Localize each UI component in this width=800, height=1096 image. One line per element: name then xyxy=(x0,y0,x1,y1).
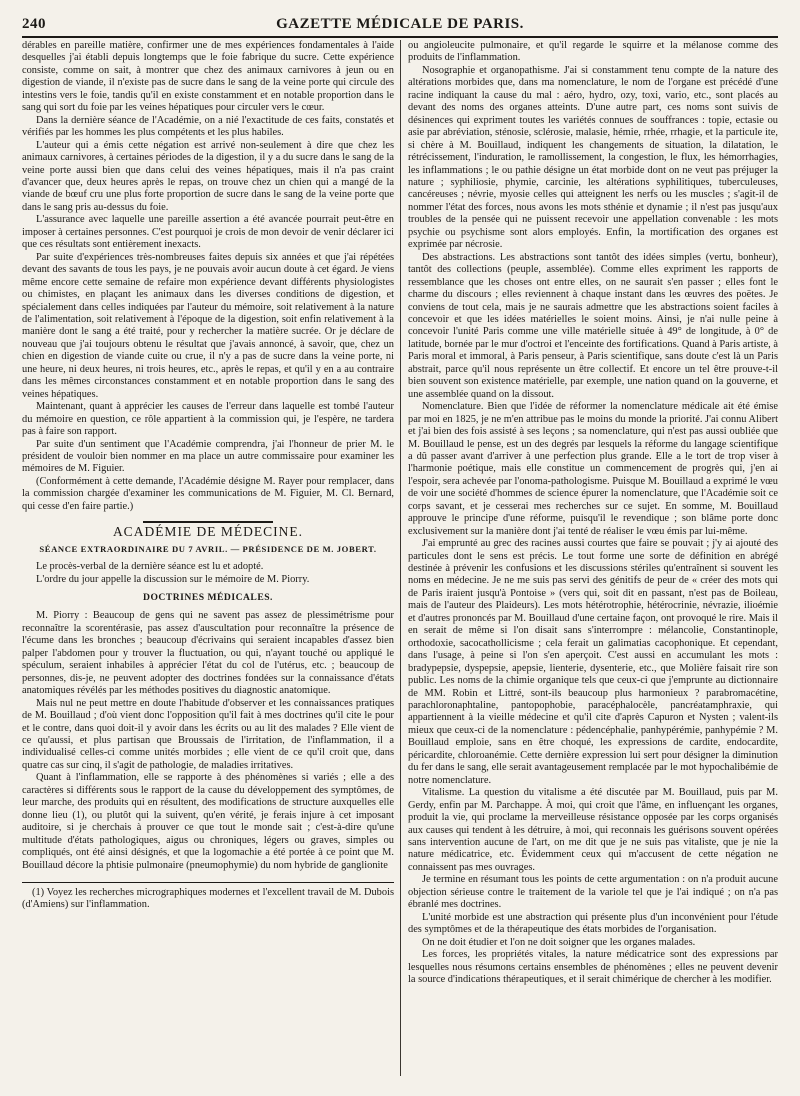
paragraph: (Conformément à cette demande, l'Académie désigne M. Rayer pour remplacer, dans la commission chargée d'examiner les communications de M. Figuier, M. Cl. Bernard, qui cesse d'en faire partie.) xyxy=(22,475,394,512)
paragraph: Le procès-verbal de la dernière séance est lu et adopté. xyxy=(36,561,264,573)
subsection-title: DOCTRINES MÉDICALES. xyxy=(143,592,273,604)
paragraph: L'ordre du jour appelle la discussion sur le mémoire de M. Piorry. xyxy=(36,573,310,585)
paragraph: Des abstractions. Les abstractions sont tantôt des idées simples (vertu, bonheur), tantôt des collections (peuple, assemblée). Comme elles expriment les rapports de ressemblance que les choses ont entre elles, on ne saurait s'en passer ; elles font le charme du discours ; elles reviennent à chaque instant dans les œuvres des poëtes. Je conviens de tout cela, mais je ne saurais admettre que les abstractions soient faciles à concevoir et que les idées matérielles le soient moins. Ainsi, je n'ai nulle peine à concevoir l'unité Paris comme une ville matérielle située à 49° de longitude, à 0° de latitude, bornée par le mur d'octroi et l'enceinte des fortifications. Quand à Paris artiste, à Paris moral et immoral, à Paris penseur, à Paris scientifique, sans doute c'est là un Paris abstrait, parce qu'il nous représente un être collectif. Et encore un tel être prouve-t-il bien souvent son existence matérielle, par exemple, une nation quand on la gouverne, et une assemblée quand on la dissout. xyxy=(408,251,778,400)
paragraph: Vitalisme. La question du vitalisme a été discutée par M. Bouillaud, puis par M. Gerdy, enfin par M. Parchappe. À moi, qui croit que l'âme, en influençant les organes, produit la vie, qui proclame la merveilleuse résistance opposée par les corps organisés aux causes qui tendent à les détruire, à moi, qui reconnais les guérisons souvent opérées sans intervention aucune de l'art, on me dit que je ne suis pas vitaliste, que je nie la nature médicatrice, etc. Évidemment ceux qui m'accusent de cette négation ne connaissent pas mes ouvrages. xyxy=(408,787,778,873)
paragraph: Nosographie et organopathisme. J'ai si constamment tenu compte de la nature des altérations morbides que, dans ma nomenclature, le nom de l'organe est précédé d'une racine indiquant la cause du mal : aéro, hydro, ozy, toxi, vario, etc., sont placés au devant des noms des organes atteints. D'une autre part, ces noms sont suivis de désinences qui expriment toutes les variétés connues de souffrances : topie, ectasie ou asie par abréviation, sténosie, sclérosie, malasie, hémie, rrhée, rrhagie, et la particule ite, si chère à M. Bouillaud, indiquent les changements de situation, la dilatation, le rétrécissement, l'induration, le ramollissement, la congestion, le flux, les hémorrhagies, les inflammations ; le ou pathie désigne un état morbide dont on ne veut pas préjuger la nature ; syphiliosie, phymie, carcinie, les altérations syphilitiques, tuberculeuses, cancéreuses ; névrie, myosie celles qui atteignent les nerfs ou les muscles ; s'agit-il de nommer l'état des forces, nous avons les mots sthénie et dynamie ; il n'est pas jusqu'aux troubles de la pensée qui ne puissent recevoir une appellation convenable : les mots psychie ou psychisme sont alors employés. Enfin, la mortification des organes est exprimée par nécrosie. xyxy=(408,64,778,251)
paragraph: Nomenclature. Bien que l'idée de réformer la nomenclature médicale ait été émise par moi en 1825, je ne m'en attribue pas le moins du monde la priorité. J'ai connu Alibert et j'ai bien des fois assisté à ses leçons ; sa nomenclature, qui n'est pas aussi oubliée que M. Bouillaud le pense, est un des degrés par lesquels la réforme du langage scientifique a dû passer avant d'arriver à une perfection plus grande. Elle a le tort de trop viser à l'harmonie poétique, mais elle constitue un commencement de progrès qui, j'en ai l'espoir, sera achevée par l'onoma-pathologisme. Puisque M. Bouillaud a exprimé le vœu de voir une société d'hommes de science épurer la nomenclature, que l'Académie soit ce corps savant, et je cesserai mes recherches sur ce sujet. En somme, M. Bouillaud approuve le principe d'une réforme, puisqu'il le revendique ; son blâme porte donc exclusivement sur la manière dont j'ai tenté de réaliser le vœu émis par lui-même. xyxy=(408,401,778,537)
paragraph: L'assurance avec laquelle une pareille assertion a été avancée pourrait peut-être en imposer à certaines personnes. C'est pourquoi je crois de mon devoir de venir déclarer ici que ces résultats sont entièrement inexacts. xyxy=(22,214,394,251)
page-number: 240 xyxy=(22,16,46,32)
session-line: SÉANCE EXTRAORDINAIRE DU 7 AVRIL. — PRÉSIDENCE DE M. JOBERT. xyxy=(39,543,377,554)
paragraph: ou angioleucite pulmonaire, et qu'il regarde le squirre et la mélanose comme des produits de l'inflammation. xyxy=(408,40,778,64)
section-rule xyxy=(143,521,273,523)
paragraph: Les forces, les propriétés vitales, la nature médicatrice sont des expressions par lesquelles nous résumons certains ensembles de phénomènes ; elles ne peuvent devenir la source d'indications thérapeutiques, et il serait chimérique de chercher à les modifier. xyxy=(408,949,778,985)
left-column xyxy=(22,40,394,1080)
footnote-text: (1) Voyez les recherches micrographiques modernes et l'excellent travail de M. Dubois (d'Amiens) sur l'inflammation. xyxy=(22,887,394,911)
column-divider xyxy=(400,40,401,1076)
page-header xyxy=(22,10,778,38)
paragraph: dérables en pareille matière, confirmer une de mes expériences fondamentales à l'aide desquelles j'ai établi depuis longtemps que le foie fabrique du sucre. Cette expérience consiste, comme on sait, à montrer que chez des animaux carnivores à jeun ou en digestion de viande, il n'existe pas de sucre dans le sang de la veine porte qui circule des intestins vers le foie, tandis qu'il en existe constamment et en notable proportion dans le sang qui sort du foie par les veines hépatiques pour circuler vers le cœur. xyxy=(22,40,394,114)
paragraph: Quant à l'inflammation, elle se rapporte à des phénomènes si variés ; elle a des caractères si différents sous le rapport de la cause du développement des symptômes, de leur marche, des produits qui en résultent, des modifications de structure auxquelles elle donne lieu (1), ou plutôt qui la suivent, qu'en vérité, je ferais injure à cet imposant auditoire, si je cherchais à prouver ce que tout le monde sait ; c'est-à-dire qu'une multitude d'états pathologiques, aigus ou chroniques, légers ou graves, simples ou compliqués, ont été ainsi désignés, et que la logomachie a été portée à ce point que M. Bouillaud décore la phtisie pulmonaire (pneumophymie) du nom hybride de ganglionite xyxy=(22,772,394,871)
paragraph: Mais nul ne peut mettre en doute l'habitude d'observer et les connaissances pratiques de M. Bouillaud ; d'où vient donc l'opposition qu'il fait à mes doctrines qu'il cite le pour et le contre, dans quoi doit-il y avoir dans les écrits ou au lit des malades ? Elle vient de ce qu'aussi, et plus partisan que Broussais de l'irritation, de l'inflammation, il a individualisé celles-ci comme unités morbides ; elle vient de ce qu'il croit que, dans quatre cas sur cinq, il s'agit de pathologie, de maladies irritatives. xyxy=(22,697,394,771)
paragraph: M. Piorry : Beaucoup de gens qui ne savent pas assez de plessimétrisme pour reconnaître la scorentérasie, pas assez d'auscultation pour reconnaître la présence de l'écume dans les bronches ; beaucoup d'écrivains qui seraient incapables d'assez bien palper l'abdomen pour y trouver la fluctuation, ou qui, n'ayant touché ou appliqué le spéculum, seraient inhabiles à apprécier l'état du col de l'utérus, etc. ; beaucoup de personnes, dis-je, ne peuvent adopter des doctrines fondées sur la connaissance d'états anatomiques révélés par les méthodes positives du diagnostic anatomique. xyxy=(22,610,394,697)
paragraph: Maintenant, quant à apprécier les causes de l'erreur dans laquelle est tombé l'auteur du mémoire en question, ce rôle appartient à la commission qui, je l'espère, ne tardera pas à faire son rapport. xyxy=(22,401,394,438)
journal-title: GAZETTE MÉDICALE DE PARIS. xyxy=(276,16,524,32)
paragraph: J'ai emprunté au grec des racines aussi courtes que faire se pouvait ; j'y ai ajouté des particules dont le sens est précis. Le tout forme une sorte de définition en abrégé destinée à prévenir les confusions et les discussions stériles qu'entraînent si souvent les noms en médecine. Je ne me suis pas servi des génitifs de peur de « créer des mots qui de Paris iraient jusqu'à Pontoise » (vers qui, soit dit en passant, n'est pas de Boileau, mais de l'auteur des Plaideurs). Les mots hétérotrophie, hétérocrinie, névrazie, ilioémie et d'autres prononcés par M. Bouillaud d'une certaine façon, ont provoqué le rire. Mais il en serait de même si l'on disait sans s'interrompre : mélancolie, Constantinople, orthodoxie, sacocathollicisme ; cela ferait un galimatias cacophonique. Et cependant, dans l'usage, à peine si l'on s'en aperçoit. C'est aussi en accumulant les mots : bradypepsie, dyspepsie, apepsie, lienterie, dysenterie, etc., que Molière faisait rire son public. Les noms de la chimie organique tels que ceux-ci que j'emprunte au dictionnaire de MM. Robin et Littré, sont-ils beaucoup plus harmonieux ? parabromacétine, parachloronaphtaline, pantopophobie, paracéphalocèle, pancréatamphraxie, qui appartiennent à la vieille médecine et qu'il cite d'après Capuron et Nysten ; valent-ils mieux que ceux-ci de la nomenclature : pédencéphalie, panhypérémie, panhypémie ? M. Bouillaud emploie, sans en être choqué, les expressions de cardite, endocardite, péricardite, chloroanémie. Cette dernière expression lui sert pour désigner la diminution du fer dans le sang, elle serait avantageusement remplacée par le mot hypochalibémie de notre nomenclature. xyxy=(408,538,778,786)
paragraph: On ne doit étudier et l'on ne doit soigner que les organes malades. xyxy=(422,936,696,948)
paragraph: Je termine en résumant tous les points de cette argumentation : on n'a produit aucune objection sérieuse contre le traitement de la variole tel que je l'ai indiqué ; on n'a pas ébranlé mes doctrines. xyxy=(408,874,778,911)
right-column xyxy=(408,40,778,1080)
paragraph: L'unité morbide est une abstraction qui présente plus d'un inconvénient pour l'étude des symptômes et de la thérapeutique des états morbides de l'organisation. xyxy=(408,911,778,936)
paragraph: Par suite d'expériences très-nombreuses faites depuis six années et que j'ai répétées devant des savants de tous les pays, je ne pouvais avoir aucun doute à cet égard. Je viens même encore cette semaine de refaire mon expérience devant différents physiologistes ou chimistes, en plaçant les animaux dans les diverses conditions de digestion, et spécialement dans celles indiquées par l'auteur du mémoire, soit relativement à la nature de l'alimentation, soit relativement à l'époque de la digestion, soit enfin relativement à la manière dont le sang a été traité, pour y rechercher la matière sucrée. Or je déclare de nouveau que j'ai toujours obtenu le résultat que j'avais annoncé, à savoir, que, chez un chien en digestion de viande cuite ou crue, il n'y a pas de sucre dans la veine porte, ni une heure, ni deux heures, ni trois heures, etc., après le repas, et qu'il y en a au contraire dans les mêmes circonstances constamment et en notable proportion dans le sang des veines hépatiques. xyxy=(22,251,394,400)
section-title: ACADÉMIE DE MÉDECINE. xyxy=(112,524,304,540)
paragraph: Dans la dernière séance de l'Académie, on a nié l'exactitude de ces faits, constatés et vérifiés par les hommes les plus compétents et les plus habiles. xyxy=(22,114,394,139)
paragraph: Par suite d'un sentiment que l'Académie comprendra, j'ai l'honneur de prier M. le président de vouloir bien nommer en ma place un autre commissaire pour examiner les mémoires de M. Figuier. xyxy=(22,438,394,475)
paragraph: L'auteur qui a émis cette négation est arrivé non-seulement à dire que chez les animaux carnivores, à certaines périodes de la digestion, il y a du sucre dans le sang de la veine porte aussi bien que dans celui des veines hépatiques, mais il n'a pas craint d'avancer que, deux heures après le repas, on trouve chez un chien qui a mangé de la viande de bœuf cru une plus forte proportion de sucre dans le sang de la veine porte que dans le sang pris au-dessus du foie. xyxy=(22,139,394,213)
footnote xyxy=(22,882,394,912)
